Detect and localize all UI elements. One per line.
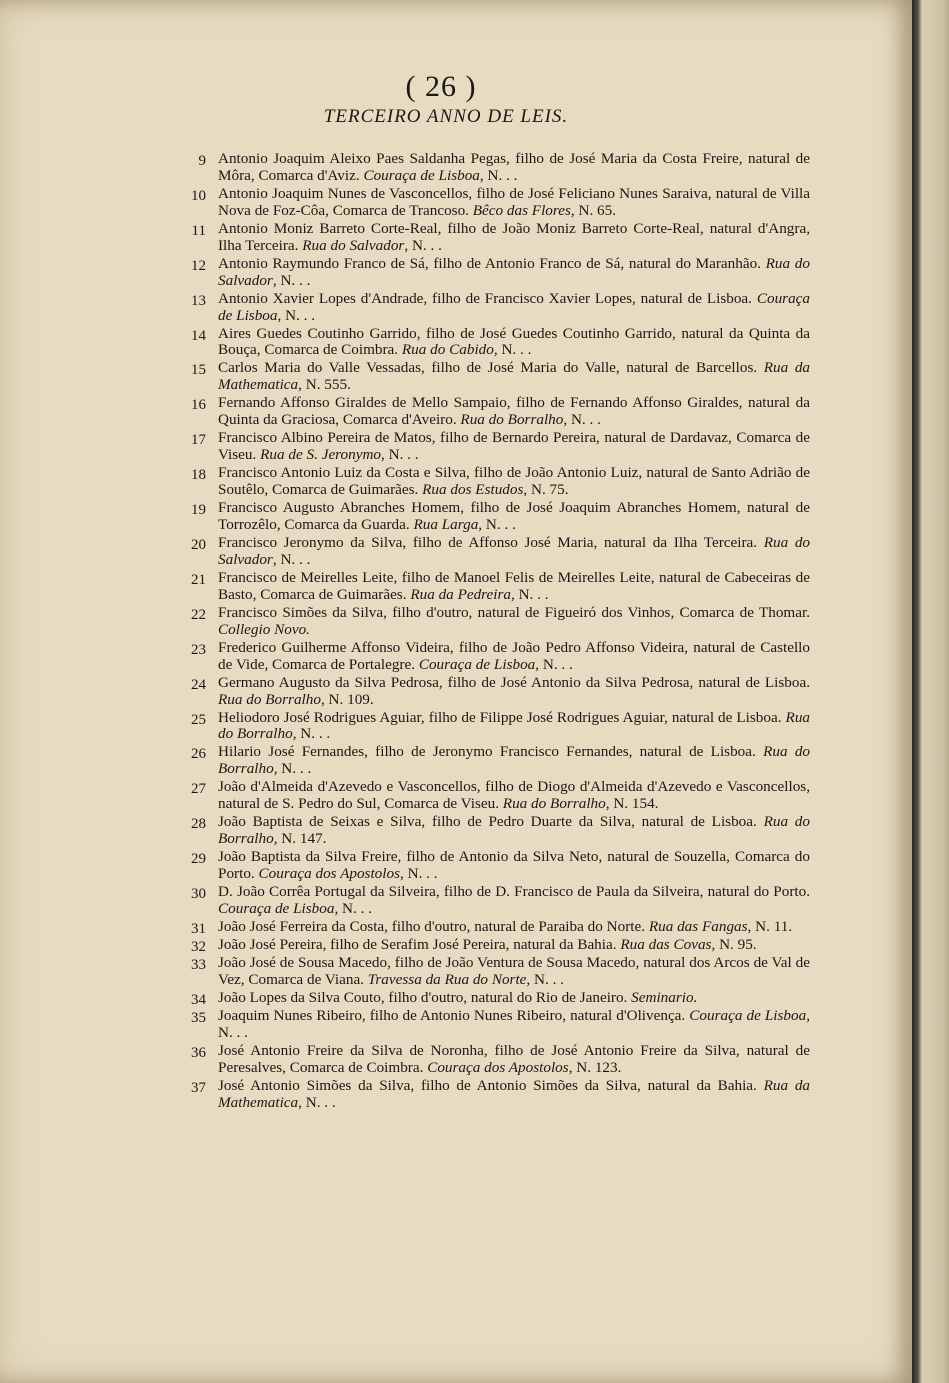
entry-text	[218, 779, 810, 813]
entry-address: Rua do Borralho	[502, 795, 606, 813]
entry-number: 28	[191, 816, 206, 833]
list-item	[170, 500, 810, 534]
entry-number: 37	[191, 1079, 206, 1096]
entry-house-number: , N. . .	[277, 306, 316, 324]
entry-text	[218, 291, 810, 325]
entry-address: Rua do Salvador	[218, 254, 810, 289]
entry-address: Travessa da Rua do Norte	[367, 970, 527, 988]
entry-address: Rua do Borralho	[218, 743, 811, 778]
entry-text	[218, 1078, 810, 1112]
list-item	[170, 1078, 810, 1112]
entry-description: João Baptista da Silva Freire, filho de Antonio da Silva Neto, natural de Souzella, Comarca do Porto.	[218, 848, 810, 883]
entry-text	[218, 919, 810, 936]
entry-address: Rua das Fangas	[648, 917, 748, 935]
entry-text	[218, 360, 810, 394]
list-item	[170, 360, 810, 394]
entry-house-number: , N. . .	[273, 760, 312, 778]
list-item	[170, 937, 810, 954]
entry-text	[218, 710, 810, 744]
entry-address: Rua da Pedreira	[410, 585, 511, 603]
section-title: TERCEIRO ANNO DE LEIS.	[323, 106, 569, 127]
entry-number: 12	[191, 257, 206, 274]
entry-number: 18	[191, 467, 206, 484]
entry-text	[218, 256, 810, 290]
list-item	[170, 919, 810, 936]
entry-house-number: , N. . .	[292, 725, 331, 743]
entry-house-number: , N. 555.	[298, 376, 351, 394]
entry-description: Francisco Augusto Abranches Homem, filho de José Joaquim Abranches Homem, natural de Torrozêlo, Comarca da Guarda.	[218, 499, 810, 533]
entry-address: Couraça de Lisboa	[218, 289, 810, 324]
entry-number: 34	[191, 991, 206, 1008]
entry-house-number: , N. . .	[272, 550, 311, 568]
entry-description: Francisco Jeronymo da Silva, filho de Affonso José Maria, natural da Ilha Terceira.	[218, 533, 758, 551]
entry-description: Francisco Antonio Luiz da Costa e Silva, filho de João Antonio Luiz, natural de Santo Adrião de Soutêlo, Comarca de Guimarães.	[218, 464, 810, 499]
entry-description: João Baptista de Seixas e Silva, filho de Pedro Duarte da Silva, natural de Lisboa.	[218, 813, 757, 831]
list-item	[170, 151, 810, 185]
entry-number: 29	[191, 851, 206, 868]
entry-text	[218, 990, 810, 1007]
entry-number: 30	[191, 886, 206, 903]
entry-house-number: , N. . .	[526, 970, 564, 988]
entry-number: 35	[191, 1009, 206, 1026]
entry-text	[218, 744, 810, 778]
entry-description: João José de Sousa Macedo, filho de João Ventura de Sousa Macedo, natural dos Arcos de Val de Vez, Comarca de Viana.	[218, 953, 810, 988]
entry-number: 14	[191, 327, 206, 344]
entry-text	[218, 500, 810, 534]
entry-address: Rua de S. Jeronymo	[260, 446, 382, 464]
entry-address: Couraça de Lisboa	[363, 166, 480, 184]
entry-text	[218, 675, 810, 709]
entry-house-number: , N. . .	[218, 1006, 811, 1041]
entry-number: 23	[191, 641, 206, 658]
entry-house-number: , N. . .	[478, 515, 516, 533]
entry-house-number: , N. 75.	[523, 481, 569, 499]
entry-text	[218, 186, 810, 220]
entry-number: 15	[191, 362, 206, 379]
entry-number: 21	[191, 571, 206, 588]
entry-number: 13	[191, 292, 206, 309]
entry-house-number: , N. . .	[400, 865, 438, 883]
entry-description: Francisco Simões da Silva, filho d'outro, natural de Figueiró dos Vinhos, Comarca de Thomar.	[218, 603, 810, 621]
entry-address: Couraça de Lisboa	[689, 1006, 807, 1024]
page-number: ( 26 )	[405, 70, 477, 103]
entry-address: Couraça de Lisboa	[218, 899, 335, 917]
entry-address: Rua dos Estudos	[422, 481, 524, 499]
next-page-edge	[912, 0, 949, 1383]
entry-house-number: , N. . .	[334, 899, 372, 917]
entry-number: 25	[191, 711, 206, 728]
entry-text	[218, 465, 810, 499]
entry-number: 9	[198, 153, 206, 169]
entry-number: 24	[191, 676, 206, 693]
entry-address: Rua do Salvador	[218, 533, 811, 568]
list-item	[170, 291, 810, 325]
entry-text	[218, 955, 810, 989]
entry-address: Rua Larga	[413, 515, 479, 533]
entry-text	[218, 395, 810, 429]
entry-description: Aires Guedes Coutinho Garrido, filho de José Guedes Coutinho Garrido, natural da Quinta da Bouça, Comarca de Coimbra.	[218, 324, 810, 359]
entry-number: 27	[191, 781, 206, 798]
entry-house-number: , N. 11.	[747, 917, 793, 935]
entry-text	[218, 884, 810, 918]
entry-description: João d'Almeida d'Azevedo e Vasconcellos, filho de Diogo d'Almeida d'Azevedo e Vasconcellos, natural de S. Pedro do Sul, Comarca de Viseu.	[218, 778, 810, 813]
entry-number: 16	[191, 397, 206, 414]
entry-address: Couraça de Lisboa	[418, 655, 536, 673]
entry-number: 20	[191, 536, 206, 553]
entry-description: Antonio Raymundo Franco de Sá, filho de Antonio Franco de Sá, natural do Maranhão.	[218, 254, 761, 272]
list-item	[170, 744, 810, 778]
entry-address: Seminario.	[631, 988, 698, 1006]
list-item	[170, 605, 810, 639]
entry-address: Rua da Mathematica	[218, 359, 811, 394]
entry-house-number: , N. 65.	[570, 201, 617, 219]
entry-text	[218, 535, 810, 569]
list-item	[170, 186, 810, 220]
entry-address: Rua do Borralho	[218, 690, 321, 708]
entry-address: Bêco das Flores	[472, 201, 571, 219]
entry-house-number: , N. 95.	[711, 935, 757, 953]
entry-address: Rua do Borralho	[460, 411, 564, 429]
entry-house-number: , N. . .	[563, 411, 601, 429]
list-item	[170, 430, 810, 464]
entry-house-number: , N. . .	[511, 585, 549, 603]
entry-text	[218, 221, 810, 255]
entry-house-number: , N. . .	[298, 1093, 336, 1111]
entry-number: 36	[191, 1044, 206, 1061]
list-item	[170, 990, 810, 1007]
entry-text	[218, 814, 810, 848]
entry-house-number: , N. . .	[381, 446, 419, 464]
entry-address: Rua do Borralho	[218, 813, 810, 848]
entry-number: 17	[191, 432, 206, 449]
entry-number: 10	[191, 187, 206, 204]
entry-description: Heliodoro José Rodrigues Aguiar, filho de Filippe José Rodrigues Aguiar, natural de Lisboa.	[218, 708, 782, 726]
list-item	[170, 256, 810, 290]
entry-house-number: , N. 154.	[605, 795, 659, 813]
list-item	[170, 465, 810, 499]
list-item	[170, 710, 810, 744]
list-item	[170, 814, 810, 848]
entry-description: Joaquim Nunes Ribeiro, filho de Antonio Nunes Ribeiro, natural d'Olivença.	[218, 1006, 686, 1024]
entry-address: Rua do Borralho	[218, 708, 811, 743]
entry-number: 19	[191, 502, 206, 519]
entry-text	[218, 151, 810, 185]
entry-description: Germano Augusto da Silva Pedrosa, filho de José Antonio da Silva Pedrosa, natural de Lisboa.	[218, 673, 810, 691]
entry-number: 31	[191, 920, 206, 937]
entry-house-number: , N. . .	[493, 341, 532, 359]
entry-number: 22	[191, 606, 206, 623]
entry-description: João José Ferreira da Costa, filho d'outro, natural de Paraiba do Norte.	[218, 917, 646, 935]
entry-address: Rua da Mathematica	[218, 1076, 811, 1111]
entry-description: Antonio Joaquim Aleixo Paes Saldanha Pegas, filho de José Maria da Costa Freire, natural de Môra, Comarca d'Aviz.	[218, 150, 810, 184]
entry-description: D. João Corrêa Portugal da Silveira, filho de D. Francisco de Paula da Silveira, natural do Porto.	[218, 883, 810, 901]
entry-house-number: , N. 109.	[320, 690, 374, 708]
list-item	[170, 1008, 810, 1042]
list-item	[170, 221, 810, 255]
entry-house-number: , N. 123.	[568, 1058, 622, 1076]
entry-address: Couraça dos Apostolos	[258, 865, 401, 883]
entry-description: Hilario José Fernandes, filho de Jeronymo Francisco Fernandes, natural de Lisboa.	[218, 743, 756, 761]
entry-description: João José Pereira, filho de Serafim José Pereira, natural da Bahia.	[218, 935, 617, 953]
entry-description: Francisco de Meirelles Leite, filho de Manoel Felis de Meirelles Leite, natural de Cabeceiras de Basto, Comarca de Guimarães.	[218, 568, 810, 603]
entry-address: Rua do Cabido	[401, 341, 494, 359]
entry-text	[218, 430, 810, 464]
entry-text	[218, 1008, 810, 1042]
entry-text	[218, 570, 810, 604]
entry-house-number: , N. 147.	[273, 830, 327, 848]
entry-house-number: , N. . .	[272, 271, 311, 289]
entry-text	[218, 326, 810, 360]
entry-number: 11	[191, 222, 206, 239]
list-item	[170, 955, 810, 989]
entry-description: Antonio Xavier Lopes d'Andrade, filho de Francisco Xavier Lopes, natural de Lisboa.	[218, 289, 752, 307]
list-item	[170, 640, 810, 674]
list-item	[170, 395, 810, 429]
entry-text	[218, 1043, 810, 1077]
entry-description: José Antonio Freire da Silva de Noronha, filho de José Antonio Freire da Silva, natural de Peresalves, Comarca de Coimbra.	[218, 1041, 810, 1076]
list-item	[170, 884, 810, 918]
entry-address: Rua das Covas	[620, 935, 712, 953]
entry-description: Carlos Maria do Valle Vessadas, filho de José Maria do Valle, natural de Barcellos.	[218, 359, 758, 377]
student-list	[170, 151, 810, 1111]
entry-house-number: , N. . .	[535, 655, 573, 673]
entry-text	[218, 937, 810, 954]
list-item	[170, 779, 810, 813]
list-item	[170, 326, 810, 360]
list-item	[170, 675, 810, 709]
entry-text	[218, 640, 810, 674]
list-item	[170, 849, 810, 883]
entry-address: Rua do Salvador	[302, 236, 405, 254]
entry-description: José Antonio Simões da Silva, filho de Antonio Simões da Silva, natural da Bahia.	[218, 1076, 757, 1094]
entry-description: Antonio Moniz Barreto Corte-Real, filho de João Moniz Barreto Corte-Real, natural d'Angra, Ilha Terceira.	[218, 219, 810, 254]
page-header	[0, 70, 912, 128]
list-item	[170, 570, 810, 604]
entry-description: Fernando Affonso Giraldes de Mello Sampaio, filho de Fernando Affonso Giraldes, natural da Quinta da Graciosa, Comarca d'Aveiro.	[218, 394, 810, 429]
entry-text	[218, 605, 810, 639]
entry-description: João Lopes da Silva Couto, filho d'outro, natural do Rio de Janeiro.	[218, 988, 628, 1006]
entry-house-number: , N. . .	[479, 166, 518, 184]
entry-address: Couraça dos Apostolos	[427, 1058, 569, 1076]
entry-description: Frederico Guilherme Affonso Videira, filho de João Pedro Affonso Videira, natural de Castello de Vide, Comarca de Portalegre.	[218, 638, 810, 673]
entry-address: Collegio Novo.	[218, 620, 310, 638]
entry-text	[218, 849, 810, 883]
list-item	[170, 1043, 810, 1077]
entry-house-number: , N. . .	[404, 236, 442, 254]
entry-number: 32	[191, 938, 206, 955]
list-item	[170, 535, 810, 569]
entry-description: Francisco Albino Pereira de Matos, filho de Bernardo Pereira, natural de Dardavaz, Comarca de Viseu.	[218, 429, 810, 464]
entry-description: Antonio Joaquim Nunes de Vasconcellos, filho de José Feliciano Nunes Saraiva, natural de Villa Nova de Foz-Côa, Comarca de Trancoso.	[218, 184, 810, 219]
entry-number: 26	[191, 746, 206, 763]
entry-number: 33	[191, 956, 206, 973]
